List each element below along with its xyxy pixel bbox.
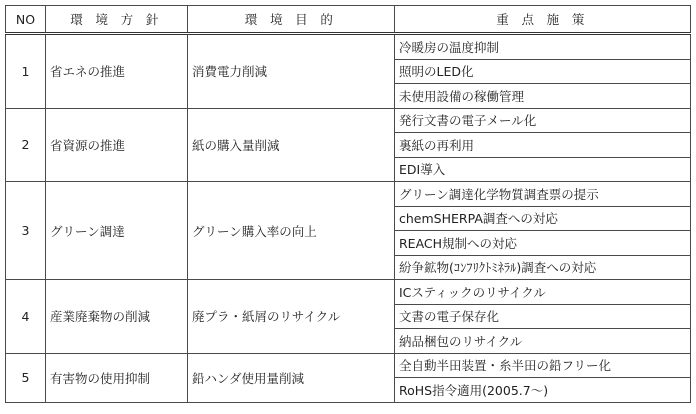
objective-cell: 鉛ハンダ使用量削減 (188, 353, 395, 402)
measure-cell: REACH規制への対応 (395, 231, 691, 256)
policy-cell: 省エネの推進 (46, 34, 188, 109)
row-number: 3 (6, 182, 46, 280)
objective-cell: 廃プラ・紙屑のリサイクル (188, 280, 395, 354)
objective-cell: 紙の購入量削減 (188, 108, 395, 182)
policy-cell: 産業廃棄物の削減 (46, 280, 188, 354)
table-row (6, 34, 691, 60)
row-number: 2 (6, 108, 46, 182)
measure-cell: 紛争鉱物(ｺﾝﾌﾘｸﾄﾐﾈﾗﾙ)調査への対応 (395, 255, 691, 280)
policy-cell: 有害物の使用抑制 (46, 353, 188, 402)
measure-cell: EDI導入 (395, 157, 691, 182)
table-row (6, 280, 691, 305)
header-objective: 環 境 目 的 (188, 6, 395, 34)
measure-cell: グリーン調達化学物質調査票の提示 (395, 182, 691, 207)
header-row (6, 6, 691, 34)
policy-cell: グリーン調達 (46, 182, 188, 280)
row-number: 5 (6, 353, 46, 402)
measure-cell: RoHS指令適用(2005.7～) (395, 378, 691, 403)
policy-cell: 省資源の推進 (46, 108, 188, 182)
measure-cell: 文書の電子保存化 (395, 304, 691, 329)
objective-cell: 消費電力削減 (188, 34, 395, 109)
header-no: NO (6, 6, 46, 34)
header-policy: 環 境 方 針 (46, 6, 188, 34)
measure-cell: 照明のLED化 (395, 59, 691, 84)
row-number: 4 (6, 280, 46, 354)
environment-policy-table (5, 5, 691, 403)
measure-cell: chemSHERPA調査への対応 (395, 206, 691, 231)
measure-cell: 裏紙の再利用 (395, 133, 691, 158)
measure-cell: ICスティックのリサイクル (395, 280, 691, 305)
row-number: 1 (6, 34, 46, 109)
measure-cell: 納品梱包のリサイクル (395, 329, 691, 354)
objective-cell: グリーン購入率の向上 (188, 182, 395, 280)
table-row (6, 182, 691, 207)
measure-cell: 全自動半田装置・糸半田の鉛フリー化 (395, 353, 691, 378)
header-measures: 重 点 施 策 (395, 6, 691, 34)
table-row (6, 108, 691, 133)
measure-cell: 未使用設備の稼働管理 (395, 84, 691, 109)
measure-cell: 冷暖房の温度抑制 (395, 34, 691, 60)
measure-cell: 発行文書の電子メール化 (395, 108, 691, 133)
table-row (6, 353, 691, 378)
